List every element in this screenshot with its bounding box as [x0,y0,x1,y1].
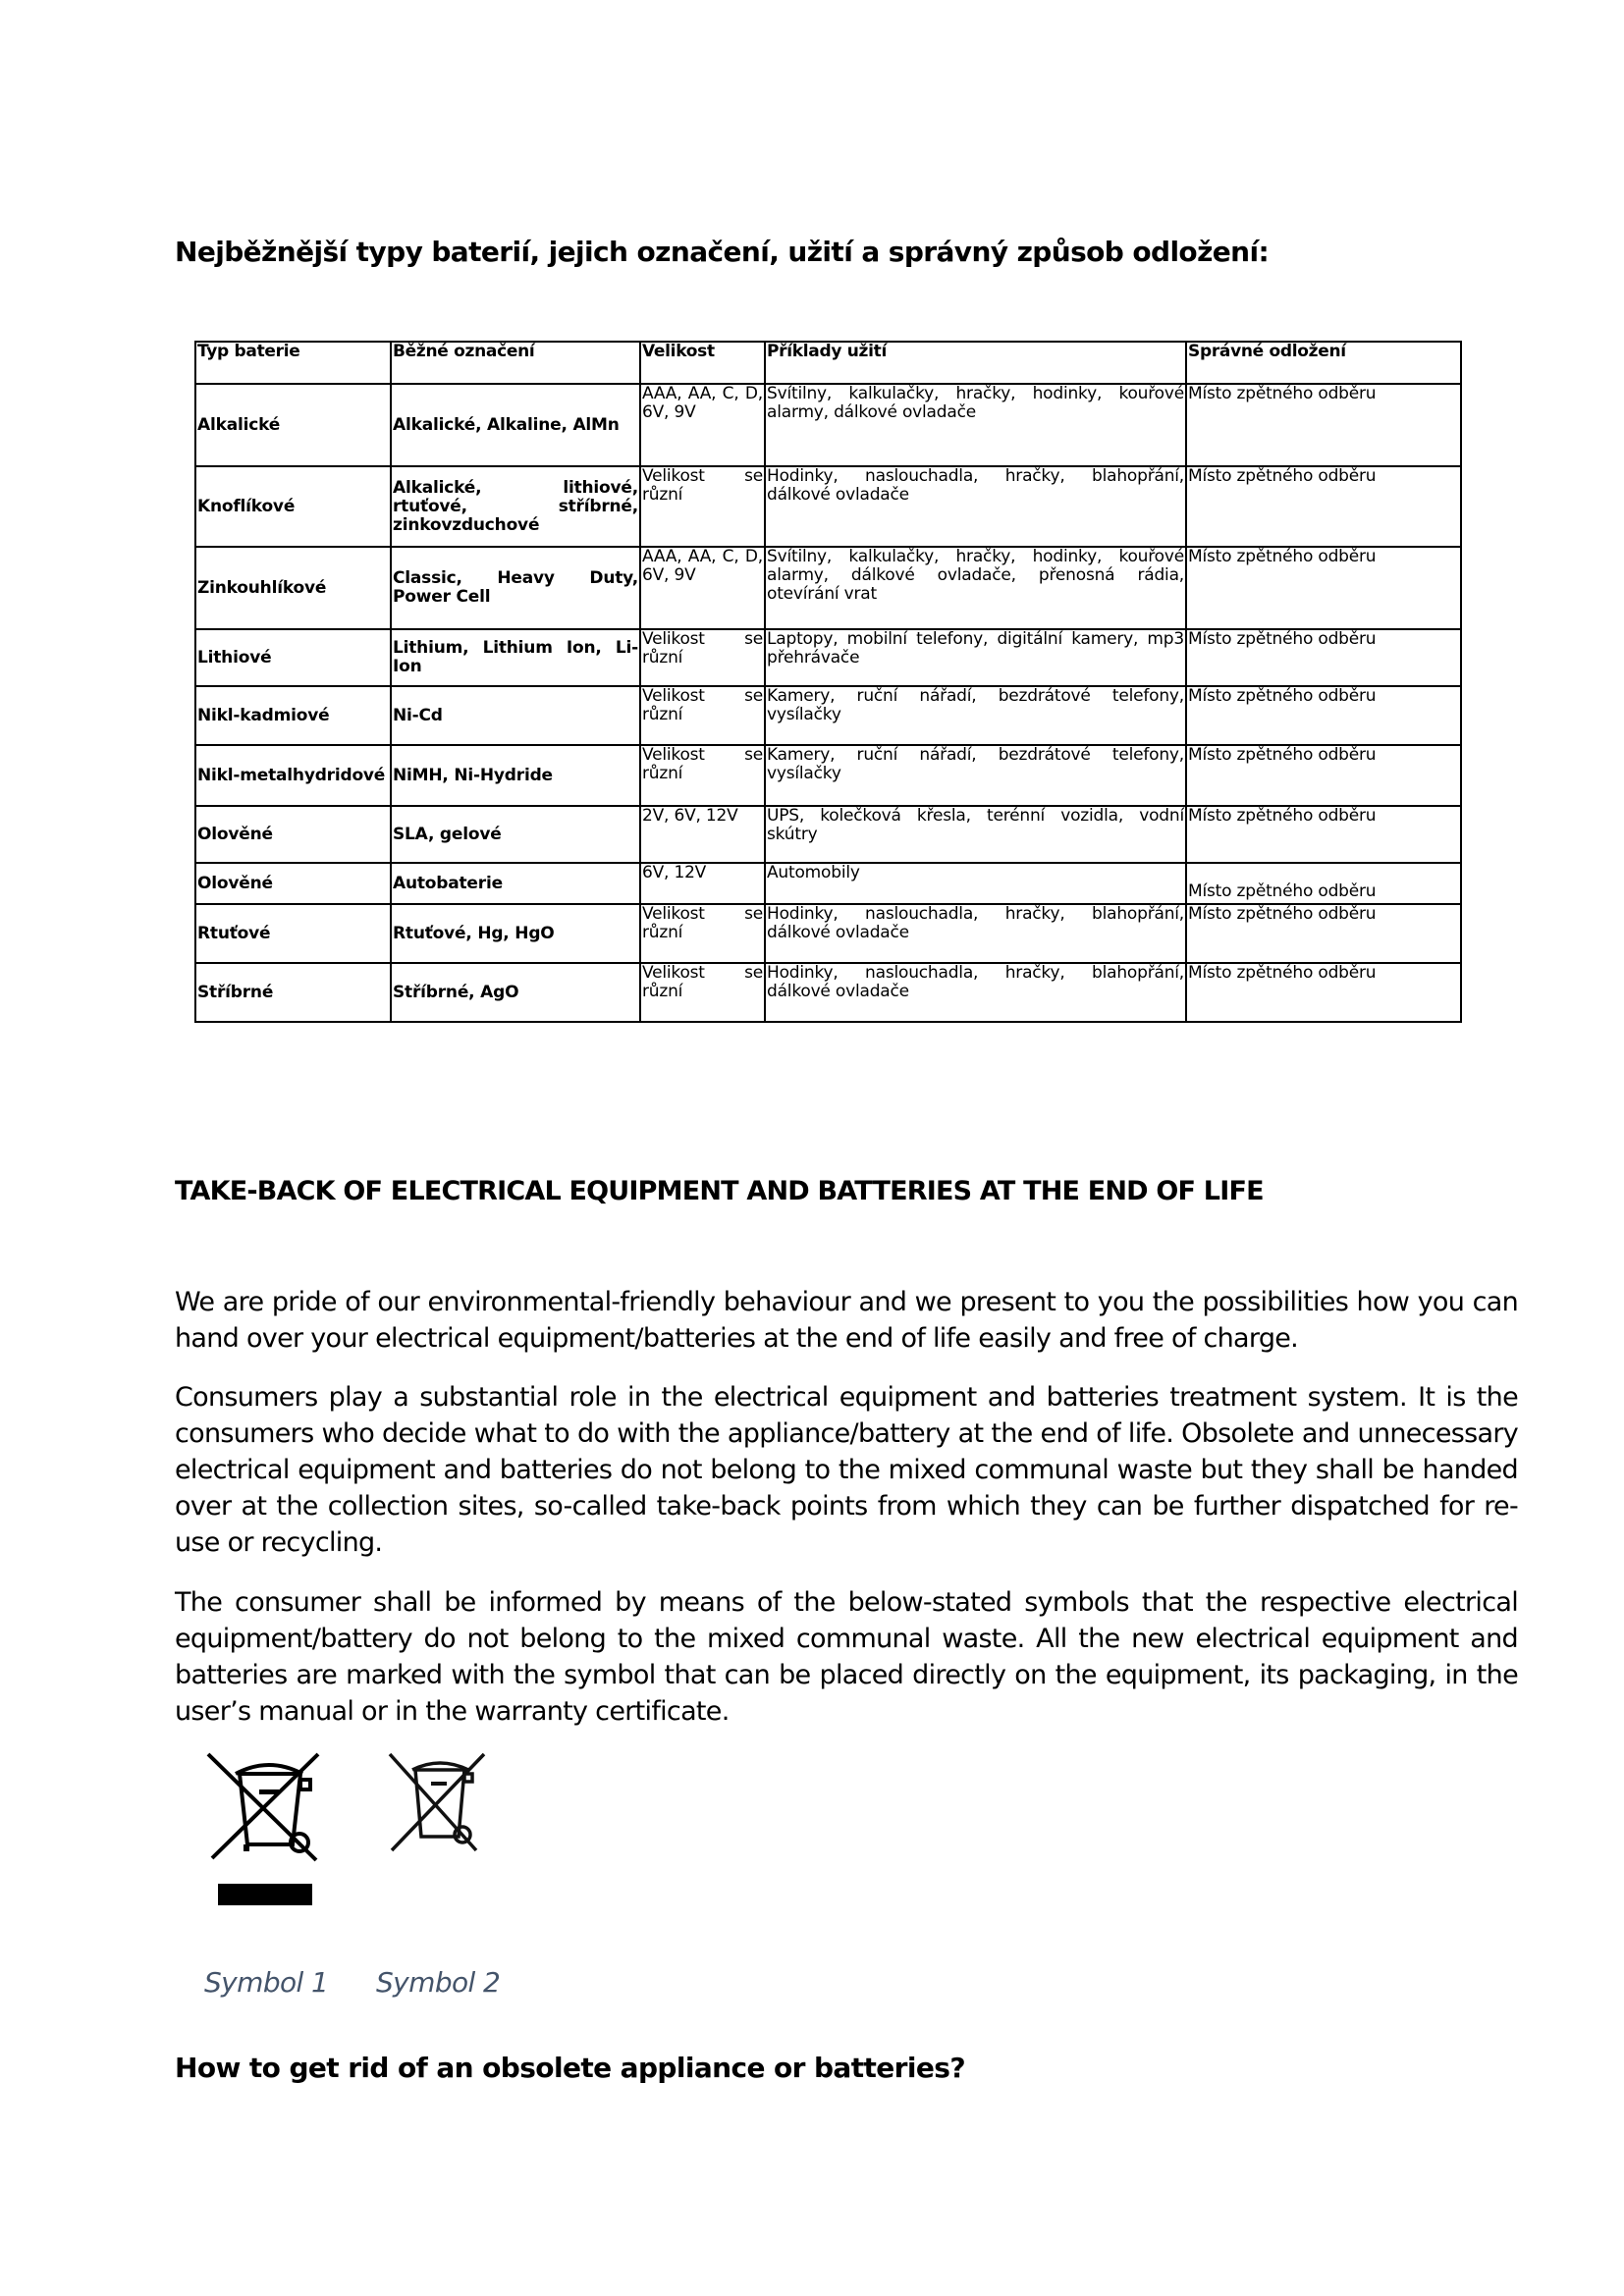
header-disposal: Správné odložení [1186,342,1461,384]
cell-battery-type: Olověné [195,863,391,904]
cell-usage-examples: Hodinky, naslouchadla, hračky, blahopřání, dálkové ovladače [765,466,1186,547]
cell-size: Velikost se různí [640,745,765,806]
crossed-out-wheelie-bin-with-bar-icon [204,1750,322,1919]
cell-battery-type: Nikl-kadmiové [195,686,391,745]
cell-size: 2V, 6V, 12V [640,806,765,863]
symbol-2-label: Symbol 2 [376,1966,501,1999]
cell-usage-examples: Laptopy, mobilní telefony, digitální kamery, mp3 přehrávače [765,629,1186,686]
header-type: Typ baterie [195,342,391,384]
cell-disposal: Místo zpětného odběru [1186,963,1461,1022]
cell-size: 6V, 12V [640,863,765,904]
cell-size: Velikost se různí [640,466,765,547]
cell-disposal: Místo zpětného odběru [1186,863,1461,904]
table-row [195,466,1461,547]
table-row [195,863,1461,904]
header-code: Běžné označení [391,342,640,384]
takeback-heading: TAKE-BACK OF ELECTRICAL EQUIPMENT AND BATTERIES AT THE END OF LIFE [175,1176,1264,1206]
cell-designation: Stříbrné, AgO [391,963,640,1022]
cell-battery-type: Nikl-metalhydridové [195,745,391,806]
cell-designation: Alkalické, Alkaline, AlMn [391,384,640,466]
cell-usage-examples: UPS, kolečková křesla, terénní vozidla, vodní skútry [765,806,1186,863]
cell-size: AAA, AA, C, D, 6V, 9V [640,547,765,629]
cell-designation: Autobaterie [391,863,640,904]
header-use: Příklady užití [765,342,1186,384]
table-row [195,745,1461,806]
paragraph-symbols: The consumer shall be informed by means of the below-stated symbols that the respective electrical equipment/battery do not belong to the mixed communal waste. All the new electrical equipment and batteries are marked with the symbol that can be placed directly on the equipment, its packaging, in the user’s manual or in the warranty certificate. [175,1587,1518,1727]
crossed-out-wheelie-bin-icon [388,1752,490,1860]
cell-designation: Classic, Heavy Duty, Power Cell [391,547,640,629]
cell-battery-type: Stříbrné [195,963,391,1022]
battery-types-table [194,341,1462,1023]
cell-disposal: Místo zpětného odběru [1186,745,1461,806]
cell-designation: NiMH, Ni-Hydride [391,745,640,806]
table-heading: Nejběžnější typy baterií, jejich označení, užití a správný způsob odložení: [175,236,1270,268]
table-row [195,547,1461,629]
table-row [195,963,1461,1022]
cell-designation: Ni-Cd [391,686,640,745]
table-header-row [195,342,1461,384]
howto-heading: How to get rid of an obsolete appliance or batteries? [175,2052,965,2084]
cell-usage-examples: Svítilny, kalkulačky, hračky, hodinky, kouřové alarmy, dálkové ovladače, přenosná rádia, otevírání vrat [765,547,1186,629]
symbol-1-label: Symbol 1 [204,1966,329,1999]
cell-size: Velikost se různí [640,904,765,963]
cell-usage-examples: Kamery, ruční nářadí, bezdrátové telefony, vysílačky [765,686,1186,745]
cell-usage-examples: Hodinky, naslouchadla, hračky, blahopřání, dálkové ovladače [765,904,1186,963]
table-row [195,904,1461,963]
cell-battery-type: Alkalické [195,384,391,466]
cell-disposal: Místo zpětného odběru [1186,466,1461,547]
cell-battery-type: Knoflíkové [195,466,391,547]
cell-usage-examples: Kamery, ruční nářadí, bezdrátové telefony, vysílačky [765,745,1186,806]
table-row [195,629,1461,686]
cell-designation: Lithium, Lithium Ion, Li-Ion [391,629,640,686]
paragraph-intro: We are pride of our environmental-friendly behaviour and we present to you the possibilities how you can hand over your electrical equipment/batteries at the end of life easily and free of charge. [175,1287,1518,1354]
cell-battery-type: Olověné [195,806,391,863]
cell-designation: Rtuťové, Hg, HgO [391,904,640,963]
cell-disposal: Místo zpětného odběru [1186,686,1461,745]
table-row [195,806,1461,863]
cell-disposal: Místo zpětného odběru [1186,629,1461,686]
table-row [195,384,1461,466]
cell-usage-examples: Hodinky, naslouchadla, hračky, blahopřání, dálkové ovladače [765,963,1186,1022]
cell-disposal: Místo zpětného odběru [1186,806,1461,863]
cell-disposal: Místo zpětného odběru [1186,547,1461,629]
table-row [195,686,1461,745]
cell-battery-type: Zinkouhlíkové [195,547,391,629]
cell-disposal: Místo zpětného odběru [1186,904,1461,963]
cell-designation: Alkalické, lithiové, rtuťové, stříbrné, zinkovzduchové [391,466,640,547]
cell-designation: SLA, gelové [391,806,640,863]
cell-size: AAA, AA, C, D, 6V, 9V [640,384,765,466]
cell-size: Velikost se různí [640,963,765,1022]
cell-battery-type: Rtuťové [195,904,391,963]
cell-usage-examples: Automobily [765,863,1186,904]
cell-size: Velikost se různí [640,686,765,745]
cell-disposal: Místo zpětného odběru [1186,384,1461,466]
header-size: Velikost [640,342,765,384]
cell-usage-examples: Svítilny, kalkulačky, hračky, hodinky, kouřové alarmy, dálkové ovladače [765,384,1186,466]
cell-size: Velikost se různí [640,629,765,686]
paragraph-consumers: Consumers play a substantial role in the electrical equipment and batteries treatment system. It is the consumers who decide what to do with the appliance/battery at the end of life. Obsolete and unnecessary electrical equipment and batteries do not belong to the mixed communal waste but they shall be handed over at the collection sites, so-called take-back points from which they can be further dispatched for re-use or recycling. [175,1382,1518,1558]
cell-battery-type: Lithiové [195,629,391,686]
